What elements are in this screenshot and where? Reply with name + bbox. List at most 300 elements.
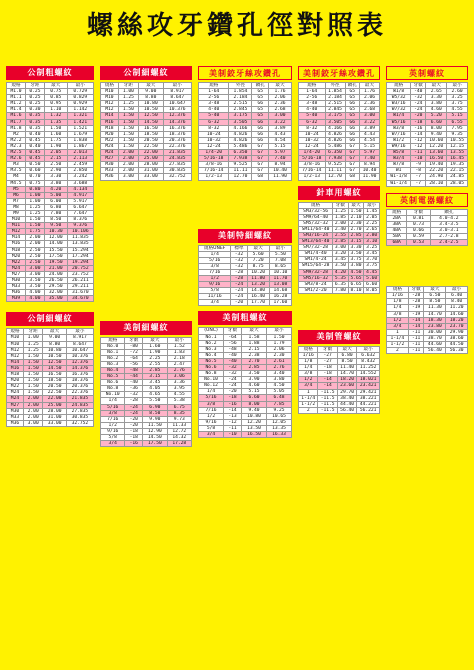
- table-cell: 2.50: [25, 247, 44, 253]
- table-cell: 12.72: [167, 428, 191, 434]
- table-cell: 24.85: [447, 174, 468, 180]
- table-cell: W1/4: [387, 113, 411, 119]
- table-cell: -24: [223, 383, 241, 389]
- table-cell: 3.75: [447, 101, 468, 107]
- table-cell: 3.175: [229, 113, 252, 119]
- electrical-heading: 英制電器螺紋: [386, 193, 468, 207]
- table-cell: 2.013: [67, 150, 93, 156]
- table-cell: 29.50: [44, 284, 67, 290]
- table-cell: 9.00: [139, 89, 163, 95]
- table-cell: 16.40: [247, 294, 269, 300]
- table-cell: 0.35: [25, 125, 44, 131]
- table-cell: 2.25: [143, 355, 167, 361]
- table-cell: 1.50: [25, 223, 44, 229]
- table-cell: 3.50: [25, 284, 44, 290]
- table-cell: 0.59: [407, 233, 430, 239]
- table-cell: No.4: [199, 352, 224, 358]
- table-cell: 3/4: [199, 300, 231, 306]
- table-cell: -10: [223, 432, 241, 438]
- table-cell: 12.20: [426, 143, 447, 149]
- table-row: [299, 239, 380, 245]
- table-row: [299, 125, 380, 131]
- column-header: 牙數: [408, 287, 424, 293]
- table-cell: G6: [345, 101, 359, 107]
- table-cell: 2.00: [25, 241, 44, 247]
- table-cell: 2.7-2.8: [430, 233, 467, 239]
- column-header: 規格: [299, 83, 326, 89]
- table-cell: SM3/8-24: [299, 281, 333, 287]
- us-tap-heading: 美制鉸牙絲攻鑽孔: [198, 66, 292, 80]
- column-header: 規格: [199, 83, 229, 89]
- uk-section: [386, 66, 468, 187]
- table-row: [299, 168, 380, 174]
- table-cell: M4.5: [7, 180, 26, 186]
- table-cell: -64: [125, 355, 143, 361]
- table-cell: 10.40: [269, 168, 292, 174]
- table-cell: 35.00: [44, 296, 67, 302]
- table-cell: 9.35: [447, 131, 468, 137]
- table-cell: M39: [7, 296, 26, 302]
- table-cell: 11.11: [229, 168, 252, 174]
- table-cell: 5/8: [101, 435, 125, 441]
- table-cell: 17.50: [143, 441, 167, 447]
- table-cell: 17.50: [44, 253, 67, 259]
- metric-coarse-section: [6, 66, 94, 302]
- table-cell: M1.6: [7, 113, 26, 119]
- column-header: (UNC): [199, 328, 224, 334]
- table-header-row: [7, 329, 94, 335]
- table-cell: -7: [411, 174, 426, 180]
- table-cell: -18: [125, 428, 143, 434]
- column-header: 最大: [337, 346, 356, 352]
- table-cell: 2: [387, 348, 409, 354]
- table-cell: 18.20: [446, 317, 468, 323]
- table-cell: 1.50: [23, 390, 43, 396]
- table-cell: 1/4: [199, 251, 231, 257]
- table-cell: -56: [223, 340, 241, 346]
- table-cell: 3/8: [199, 401, 224, 407]
- table-cell: No.6: [101, 380, 125, 386]
- table-cell: 2.80: [364, 232, 380, 238]
- table-cell: -80: [125, 343, 143, 349]
- table-cell: 7/16: [199, 407, 224, 413]
- table-cell: 0.95: [44, 101, 67, 107]
- table-cell: 3.175: [325, 113, 345, 119]
- table-cell: 3.50: [333, 263, 349, 269]
- table-cell: 3.00: [23, 420, 43, 426]
- table-cell: G6: [252, 131, 269, 137]
- table-cell: M30: [101, 162, 119, 168]
- table-cell: 5.15: [242, 389, 267, 395]
- table-row: [299, 269, 380, 275]
- table-cell: 27.835: [163, 162, 191, 168]
- table-row: [299, 251, 380, 257]
- table-cell: -32: [125, 392, 143, 398]
- table-cell: 3/8-16: [299, 162, 326, 168]
- table-cell: 8.94: [360, 162, 380, 168]
- table-cell: 14.50: [143, 435, 167, 441]
- table-cell: 3.90: [242, 377, 267, 383]
- table-cell: M33: [101, 168, 119, 174]
- table-cell: 2.184: [229, 95, 252, 101]
- table-cell: 2.4-2.5: [430, 240, 467, 246]
- table-row: [7, 101, 94, 107]
- table-cell: 10.80: [43, 347, 66, 353]
- table-cell: 26.211: [67, 278, 93, 284]
- table-row: [387, 342, 468, 348]
- table-cell: SM13/64-40: [299, 239, 333, 245]
- table-cell: 6.40: [446, 293, 468, 299]
- table-cell: 17.60: [269, 300, 291, 306]
- table-row: [299, 281, 380, 287]
- table-cell: 10.106: [67, 229, 93, 235]
- table-cell: 0.81: [407, 215, 430, 221]
- table-row: [299, 263, 380, 269]
- table-cell: 4.917: [67, 192, 93, 198]
- table-cell: 28.10: [426, 180, 447, 186]
- table-cell: 1.50: [23, 359, 43, 365]
- table-cell: M24: [7, 396, 24, 402]
- table-row: [299, 220, 380, 226]
- table-cell: -11: [408, 348, 424, 354]
- table-cell: 14.552: [357, 371, 380, 377]
- table-cell: G7: [345, 143, 359, 149]
- table-cell: 9.376: [67, 223, 93, 229]
- table-cell: 2.50: [25, 253, 44, 259]
- table-cell: 1/2: [387, 317, 409, 323]
- table-cell: -8: [411, 168, 426, 174]
- table-cell: 18.376: [66, 378, 93, 384]
- table-cell: 2.00: [25, 235, 44, 241]
- table-cell: -14: [223, 407, 241, 413]
- table-cell: 3.80: [426, 101, 447, 107]
- metric-fine-table: [6, 328, 94, 427]
- column-header: 最大: [360, 83, 380, 89]
- table-cell: 5BA: [387, 233, 407, 239]
- page-title: 螺絲攻牙鑽孔徑對照表: [86, 11, 387, 41]
- table-cell: M18: [7, 372, 24, 378]
- table-cell: M2: [7, 131, 26, 137]
- table-cell: 7.95: [447, 125, 468, 131]
- column-header: 牙數: [318, 346, 337, 352]
- table-cell: 26.50: [44, 278, 67, 284]
- table-cell: 29.421: [357, 389, 380, 395]
- table-cell: G8: [345, 174, 359, 180]
- table-cell: 0.73: [407, 221, 430, 227]
- table-cell: -27: [318, 353, 337, 359]
- table-cell: 11.835: [67, 235, 93, 241]
- table-cell: No.5: [101, 374, 125, 380]
- table-row: [7, 296, 94, 302]
- table-cell: M12: [7, 353, 24, 359]
- table-cell: M14: [7, 359, 24, 365]
- table-row: [7, 265, 94, 271]
- table-cell: 2.30: [267, 352, 292, 358]
- table-cell: 2.70: [348, 226, 364, 232]
- table-cell: 4.54: [360, 137, 380, 143]
- column-header: 最小: [66, 329, 93, 335]
- table-row: [7, 95, 94, 101]
- table-row: [7, 223, 94, 229]
- table-cell: 2-56: [199, 95, 229, 101]
- table-cell: 22.20: [426, 168, 447, 174]
- table-cell: 56.30: [446, 348, 468, 354]
- table-cell: -64: [223, 334, 241, 340]
- table-cell: 12.376: [163, 113, 191, 119]
- table-cell: -18: [223, 395, 241, 401]
- table-cell: 32.752: [163, 174, 191, 180]
- table-cell: 12.70: [325, 174, 345, 180]
- table-cell: 29.90: [446, 329, 468, 335]
- table-cell: 10-32: [199, 137, 229, 143]
- table-cell: 7/16-14: [199, 168, 229, 174]
- table-cell: 1.79: [267, 340, 292, 346]
- table-cell: 8.50: [337, 359, 356, 365]
- table-cell: 38.221: [357, 395, 380, 401]
- table-cell: 28.00: [43, 408, 66, 414]
- table-cell: 1/2-13: [199, 174, 229, 180]
- table-cell: SM1/4-24: [299, 257, 333, 263]
- column-header: 規格: [7, 329, 24, 335]
- table-cell: 1.25: [23, 341, 43, 347]
- table-row: [299, 95, 380, 101]
- us-fine-table: [100, 337, 192, 448]
- table-row: [7, 241, 94, 247]
- table-cell: -24: [411, 107, 426, 113]
- table-cell: 1.50: [44, 125, 67, 131]
- table-cell: 23.80: [424, 323, 446, 329]
- table-cell: 1.00: [25, 192, 44, 198]
- table-cell: 5.00: [44, 192, 67, 198]
- table-cell: SM3/16-24: [299, 232, 333, 238]
- table-row: [7, 247, 94, 253]
- table-cell: M24: [101, 150, 119, 156]
- table-row: [387, 335, 468, 341]
- table-cell: No.8: [199, 371, 224, 377]
- table-cell: W7/16: [387, 131, 411, 137]
- table-cell: 6-32: [299, 119, 326, 125]
- table-cell: 34.670: [67, 296, 93, 302]
- table-cell: 2.85: [348, 232, 364, 238]
- table-cell: 8.00: [242, 401, 267, 407]
- table-cell: 9.25: [267, 407, 292, 413]
- table-row: [299, 232, 380, 238]
- table-cell: 1/4-20: [199, 150, 229, 156]
- table-cell: 31.670: [67, 290, 93, 296]
- table-cell: 4-40: [199, 107, 229, 113]
- table-cell: No.0: [101, 343, 125, 349]
- table-row: [199, 432, 292, 438]
- table-cell: 0.45: [25, 156, 44, 162]
- table-cell: 4.00: [25, 290, 44, 296]
- table-row: [387, 317, 468, 323]
- table-cell: 18.50: [43, 378, 66, 384]
- table-row: [299, 407, 380, 413]
- table-cell: 16.28: [269, 294, 291, 300]
- table-cell: 3BA: [387, 221, 407, 227]
- table-cell: 5/16-18: [199, 156, 229, 162]
- table-cell: 1.00: [118, 89, 138, 95]
- table-cell: -36: [125, 386, 143, 392]
- us-fine-heading: 美制細螺紋: [100, 321, 192, 335]
- table-cell: 3.30: [44, 174, 67, 180]
- table-row: [7, 125, 94, 131]
- table-cell: 44.221: [357, 401, 380, 407]
- column-header: 最小: [446, 287, 468, 293]
- table-cell: 2.25: [364, 220, 380, 226]
- table-cell: 11.20: [446, 305, 468, 311]
- table-cell: 6BA: [387, 240, 407, 246]
- table-cell: 16.376: [66, 372, 93, 378]
- metric-fine-2-section: [100, 66, 192, 181]
- table-cell: W9/16: [387, 143, 411, 149]
- table-cell: 4.50: [267, 383, 292, 389]
- table-cell: 6.80: [337, 353, 356, 359]
- table-cell: 1.35: [44, 119, 67, 125]
- table-cell: M20: [101, 131, 119, 137]
- table-cell: -48: [223, 346, 241, 352]
- table-cell: 8.05: [364, 287, 380, 293]
- table-cell: 16.33: [267, 432, 292, 438]
- table-cell: M2.6: [7, 156, 26, 162]
- table-cell: 9.50: [44, 223, 67, 229]
- table-cell: 2.55: [333, 232, 349, 238]
- column-header: 最大: [426, 83, 447, 89]
- table-cell: M2.3: [7, 143, 26, 149]
- table-cell: 10-32: [299, 137, 326, 143]
- table-cell: G7: [252, 150, 269, 156]
- table-row: [299, 113, 380, 119]
- table-cell: 10-24: [199, 131, 229, 137]
- table-cell: 14.00: [44, 241, 67, 247]
- table-cell: W3/4: [387, 156, 411, 162]
- table-cell: 3.25: [447, 95, 468, 101]
- table-cell: No.2: [101, 355, 125, 361]
- table-cell: 11.90: [360, 174, 380, 180]
- table-cell: 56.40: [424, 348, 446, 354]
- table-cell: 1.85: [333, 214, 349, 220]
- table-cell: 3.30: [426, 95, 447, 101]
- table-cell: 3.75: [364, 263, 380, 269]
- table-row: [199, 156, 292, 162]
- table-cell: -11.5: [318, 401, 337, 407]
- table-row: [7, 180, 94, 186]
- table-cell: M22: [7, 259, 26, 265]
- table-cell: No.5: [199, 358, 224, 364]
- table-cell: 20.752: [67, 265, 93, 271]
- table-cell: 4.45: [364, 269, 380, 275]
- us-special-heading: 美制特細螺紋: [198, 229, 292, 243]
- table-cell: -48: [125, 367, 143, 373]
- table-cell: M36: [101, 174, 119, 180]
- table-cell: 2.60: [447, 89, 468, 95]
- table-cell: -20: [411, 113, 426, 119]
- table-cell: 2.85: [333, 239, 349, 245]
- table-cell: 1-1/4: [299, 395, 318, 401]
- table-cell: 2.38: [242, 352, 267, 358]
- table-cell: -14: [411, 131, 426, 137]
- table-cell: 1: [387, 329, 409, 335]
- column-header: 最小: [357, 346, 380, 352]
- table-cell: 4.54: [269, 137, 292, 143]
- table-cell: 2.05: [44, 150, 67, 156]
- table-row: [299, 245, 380, 251]
- table-cell: 3/4: [387, 323, 409, 329]
- table-cell: 11.30: [424, 305, 446, 311]
- table-cell: 11.80: [247, 275, 269, 281]
- table-row: [299, 275, 380, 281]
- table-cell: 0.80: [25, 186, 44, 192]
- table-cell: -20: [125, 416, 143, 422]
- table-cell: 1.50: [118, 107, 138, 113]
- table-cell: SM9/64-40: [299, 214, 333, 220]
- table-header-row: [299, 202, 380, 208]
- table-cell: 1.50: [118, 113, 138, 119]
- table-cell: 1: [299, 389, 318, 395]
- table-cell: 1.00: [25, 198, 44, 204]
- table-cell: 1/16: [387, 293, 409, 299]
- table-cell: 18.30: [424, 317, 446, 323]
- table-row: [199, 125, 292, 131]
- table-cell: 13.35: [267, 425, 292, 431]
- table-cell: SM1/2-20: [299, 287, 333, 293]
- us-coarse-section: [198, 311, 292, 438]
- column-header: 最大: [269, 83, 292, 89]
- table-cell: 8.50: [424, 299, 446, 305]
- column-header: 最大: [143, 337, 167, 343]
- table-cell: 56.40: [337, 407, 356, 413]
- table-cell: 10.60: [426, 137, 447, 143]
- table-cell: M24: [7, 265, 26, 271]
- table-cell: 11.70: [269, 275, 291, 281]
- table-cell: 1.25: [25, 210, 44, 216]
- table-cell: -11: [411, 150, 426, 156]
- table-row: [7, 119, 94, 125]
- table-cell: 11.252: [357, 365, 380, 371]
- column-3: [198, 66, 292, 443]
- table-cell: 13.55: [447, 150, 468, 156]
- table-cell: 0.66: [407, 227, 430, 233]
- table-cell: 8.917: [163, 89, 191, 95]
- table-cell: -24: [125, 404, 143, 410]
- needle-heading: 針車用螺紋: [298, 186, 380, 200]
- table-cell: 3.80: [44, 180, 67, 186]
- table-cell: W3/16: [387, 101, 411, 107]
- table-cell: -24: [125, 410, 143, 416]
- table-row: [101, 441, 192, 447]
- table-cell: 1.75: [25, 229, 44, 235]
- table-row: [7, 150, 94, 156]
- table-cell: 12.05: [267, 419, 292, 425]
- table-cell: 11.90: [269, 174, 292, 180]
- table-cell: 1.867: [67, 143, 93, 149]
- table-cell: M1.4: [7, 107, 26, 113]
- table-cell: G6: [252, 119, 269, 125]
- table-cell: M30: [7, 408, 24, 414]
- table-cell: 2.50: [25, 259, 44, 265]
- table-cell: 0.929: [67, 101, 93, 107]
- table-cell: 20.50: [43, 384, 66, 390]
- table-row: [299, 137, 380, 143]
- table-cell: 2.00: [118, 162, 138, 168]
- table-cell: M4: [7, 174, 26, 180]
- table-cell: 1/4: [101, 398, 125, 404]
- table-cell: 3.4-3.5: [430, 221, 467, 227]
- table-cell: M3.5: [7, 168, 26, 174]
- table-cell: -20: [125, 422, 143, 428]
- table-cell: 44.50: [446, 342, 468, 348]
- table-cell: 6.647: [67, 204, 93, 210]
